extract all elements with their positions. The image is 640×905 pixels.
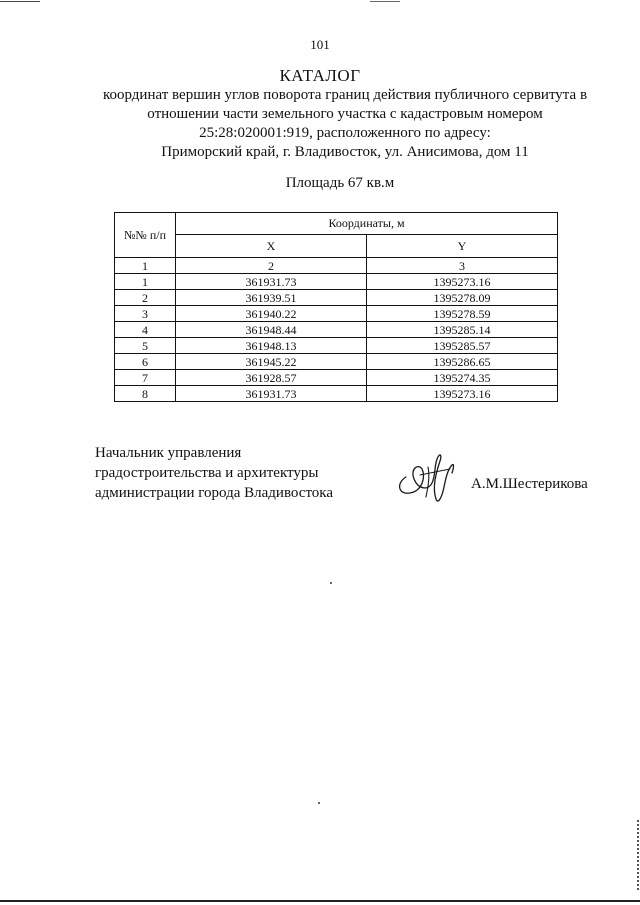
position-line: администрации города Владивостока	[95, 485, 334, 501]
point-number-cell: 7	[115, 370, 176, 386]
table-row	[115, 274, 558, 290]
y-coordinate-cell: 1395286.65	[367, 354, 558, 370]
coordinates-table	[114, 212, 558, 402]
y-coordinate-cell: 1395285.57	[367, 338, 558, 354]
x-coordinate-cell: 361931.73	[176, 274, 367, 290]
table-row	[115, 322, 558, 338]
x-coordinate-cell: 361939.51	[176, 290, 367, 306]
table-row	[115, 338, 558, 354]
column-header-x: X	[176, 234, 367, 257]
scan-speck	[318, 802, 320, 804]
scan-speck	[330, 582, 332, 584]
index-cell: 3	[367, 258, 558, 274]
position-line: градостроительства и архитектуры	[95, 465, 319, 481]
subtitle-line: Приморский край, г. Владивосток, ул. Анисимова, дом 11	[161, 144, 529, 160]
point-number-cell: 5	[115, 338, 176, 354]
area-label: Площадь 67 кв.м	[285, 175, 395, 191]
page-number: 101	[310, 37, 330, 52]
column-header-number: №№ п/п	[115, 213, 176, 258]
subtitle-line: 25:28:020001:919, расположенного по адресу:	[199, 125, 491, 141]
scan-bottom-edge	[0, 900, 640, 902]
y-coordinate-cell: 1395273.16	[367, 386, 558, 402]
x-coordinate-cell: 361948.44	[176, 322, 367, 338]
x-coordinate-cell: 361945.22	[176, 354, 367, 370]
index-cell: 2	[176, 258, 367, 274]
x-coordinate-cell: 361940.22	[176, 306, 367, 322]
table-body	[115, 258, 558, 402]
point-number-cell: 6	[115, 354, 176, 370]
y-coordinate-cell: 1395278.09	[367, 290, 558, 306]
point-number-cell: 1	[115, 274, 176, 290]
column-group-coordinates: Координаты, м	[176, 213, 558, 235]
y-coordinate-cell: 1395278.59	[367, 306, 558, 322]
column-header-y: Y	[367, 234, 558, 257]
table-row	[115, 290, 558, 306]
point-number-cell: 3	[115, 306, 176, 322]
position-line: Начальник управления	[95, 445, 242, 461]
table-row	[115, 370, 558, 386]
table-row	[115, 386, 558, 402]
handwritten-signature	[392, 447, 462, 507]
signatory-name: А.М.Шестерикова	[471, 476, 588, 492]
index-cell: 1	[115, 258, 176, 274]
scan-top-edge	[0, 0, 640, 4]
x-coordinate-cell: 361948.13	[176, 338, 367, 354]
x-coordinate-cell: 361931.73	[176, 386, 367, 402]
signatory-position	[95, 443, 333, 503]
table-row	[115, 306, 558, 322]
table-row	[115, 354, 558, 370]
x-coordinate-cell: 361928.57	[176, 370, 367, 386]
document-title: КАТАЛОГ	[279, 66, 361, 85]
subtitle-line: координат вершин углов поворота границ действия публичного сервитута в	[102, 87, 588, 103]
point-number-cell: 2	[115, 290, 176, 306]
subtitle-line: отношении части земельного участка с кадастровым номером	[147, 106, 543, 122]
point-number-cell: 8	[115, 386, 176, 402]
y-coordinate-cell: 1395274.35	[367, 370, 558, 386]
document-subtitle	[95, 86, 595, 162]
y-coordinate-cell: 1395273.16	[367, 274, 558, 290]
scan-edge-marks	[637, 820, 639, 890]
y-coordinate-cell: 1395285.14	[367, 322, 558, 338]
point-number-cell: 4	[115, 322, 176, 338]
column-index-row	[115, 258, 558, 274]
